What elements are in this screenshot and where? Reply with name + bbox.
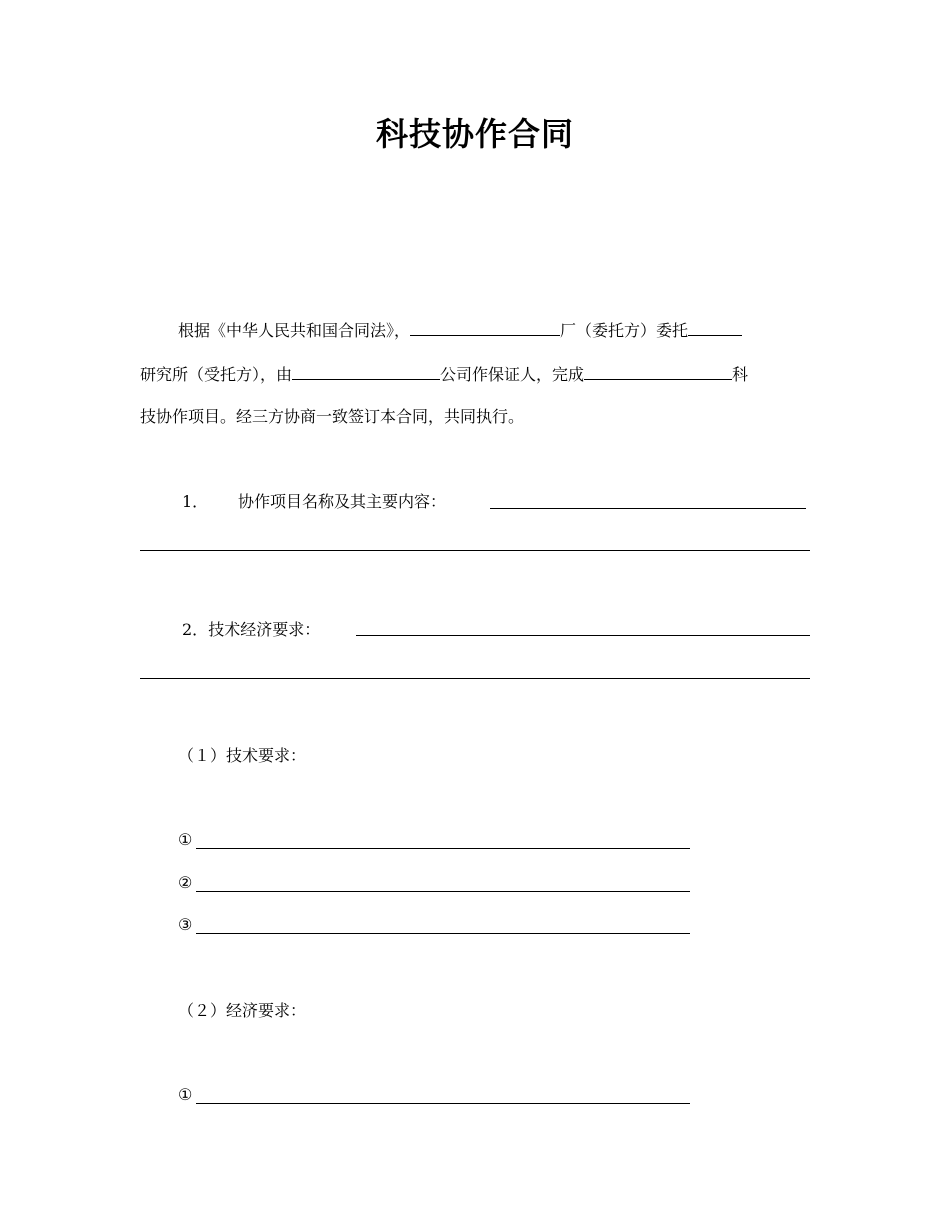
blank-tech-econ-requirements[interactable] (356, 635, 810, 636)
blank-project-content[interactable] (490, 508, 806, 509)
blank-tech-econ-requirements-continued[interactable] (140, 678, 810, 679)
intro-text-ke: 科 (732, 365, 749, 384)
tech-item-1-marker: ① (178, 830, 193, 849)
section-1-heading (182, 490, 208, 514)
econ-item-1-marker: ① (178, 1085, 193, 1104)
econ-item-1 (178, 1083, 192, 1107)
blank-institute-name[interactable] (688, 318, 742, 336)
section-2-heading (182, 618, 320, 642)
section-2-number: 2． (182, 620, 209, 639)
tech-item-3 (178, 913, 192, 937)
intro-line-3 (140, 405, 524, 429)
subsection-econ-label: （２）经济要求： (178, 1001, 307, 1020)
intro-text-client: 厂（委托方）委托 (560, 321, 689, 340)
tech-item-2-marker: ② (178, 873, 193, 892)
blank-project-content-continued[interactable] (140, 550, 810, 551)
blank-factory-name[interactable] (410, 318, 560, 336)
blank-tech-item-3[interactable] (196, 933, 690, 934)
intro-text-institute: 研究所（受托方），由 (140, 365, 293, 384)
tech-item-3-marker: ③ (178, 915, 193, 934)
intro-text-guarantor: 公司作保证人，完成 (440, 365, 585, 384)
intro-line-2 (140, 362, 748, 387)
blank-tech-item-2[interactable] (196, 891, 690, 892)
intro-text-law: 根据《中华人民共和国合同法》， (178, 321, 411, 340)
blank-project-name[interactable] (584, 362, 732, 380)
subsection-tech-label: （１）技术要求： (178, 746, 307, 765)
blank-econ-item-1[interactable] (196, 1103, 690, 1104)
tech-item-2 (178, 871, 192, 895)
section-1-number: 1． (182, 492, 209, 511)
intro-line-1 (178, 318, 742, 343)
subsection-econ-heading (178, 999, 306, 1023)
section-1-label-wrap (238, 490, 446, 514)
document-title: 科技协作合同 (375, 115, 574, 153)
blank-tech-item-1[interactable] (196, 848, 690, 849)
section-1-label: 协作项目名称及其主要内容： (238, 492, 447, 511)
section-2-label: 技术经济要求： (208, 620, 321, 639)
subsection-tech-heading (178, 744, 306, 768)
blank-guarantor-company[interactable] (292, 362, 440, 380)
intro-text-agreement: 技协作项目。经三方协商一致签订本合同，共同执行。 (140, 407, 525, 426)
tech-item-1 (178, 828, 192, 852)
